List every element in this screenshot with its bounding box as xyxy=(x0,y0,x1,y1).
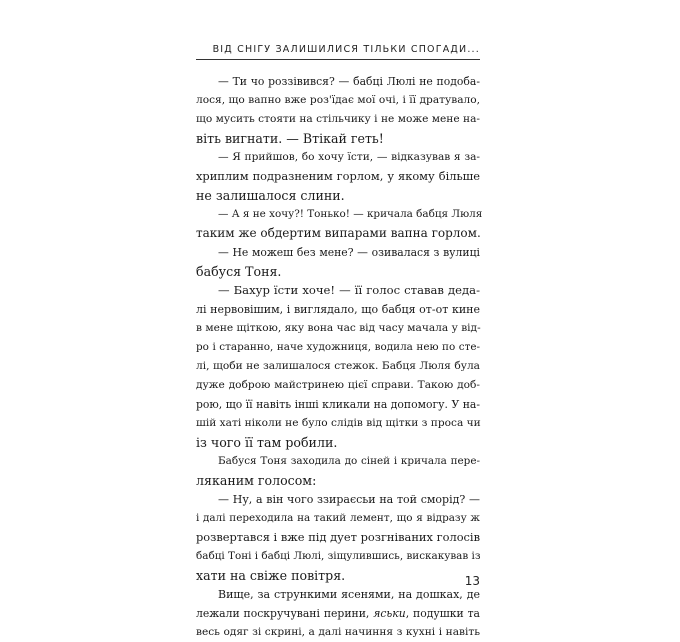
text-line: ро і старанно, наче художниця, водила нею по сте- xyxy=(196,341,480,353)
text-line: весь одяг зі скрині, а далі начиння з кухні і навіть xyxy=(196,626,480,638)
text-line: лі нервовішим, і виглядало, що бабця от-от кине xyxy=(196,303,480,316)
italic-word: яськи xyxy=(373,607,406,620)
text-line: — Не можеш без мене? — озивалася з вулиці xyxy=(218,246,480,259)
text-line: хриплим подразненим горлом, у якому більше xyxy=(196,169,480,183)
text-line: лі, щоби не залишалося стежок. Бабця Люля була xyxy=(196,360,480,372)
running-head: ВІД СНІГУ ЗАЛИШИЛИСЯ ТІЛЬКИ СПОГАДИ... xyxy=(212,44,480,55)
text-line: в мене щіткою, яку вона час від часу мачала у від- xyxy=(196,322,481,334)
text-line: шій хаті ніколи не було слідів від щітки з проса чи xyxy=(196,417,481,429)
text-line: Бабуся Тоня заходила до сіней і кричала пере- xyxy=(218,455,480,467)
text-line: бабуся Тоня. xyxy=(196,264,282,279)
text-line: рою, що її навіть інші кликали на допомогу. У на- xyxy=(196,398,480,411)
text-line: і далі переходила на такий лемент, що я відразу ж xyxy=(196,512,480,524)
text-line: ляканим голосом: xyxy=(196,473,317,488)
text-line: лежали поскручувані перини, яськи, подушки та xyxy=(196,607,480,620)
text-line: дуже доброю майстринею цієї справи. Такою доб- xyxy=(196,379,480,391)
text-line: — Я прийшов, бо хочу їсти, — відказував я за- xyxy=(218,151,480,163)
text-line: не залишалося слини. xyxy=(196,188,345,203)
text-line: хати на свіже повітря. xyxy=(196,568,346,583)
text-line: — Ти чо роззівився? — бабці Люлі не подоба- xyxy=(218,75,480,88)
text-line: — Бахур їсти хоче! — її голос ставав деда- xyxy=(218,283,480,297)
text-line: із чого її там робили. xyxy=(196,435,338,450)
text-line: віть вигнати. — Втікай геть! xyxy=(196,131,384,146)
text-line: Вище, за стрункими ясенями, на дошках, де xyxy=(218,588,480,601)
body-text xyxy=(196,72,483,642)
text-line: бабці Тоні і бабці Люлі, зіщулившись, вискакував із xyxy=(196,550,481,562)
text-line: що мусить стояти на стільчику і не може мене на- xyxy=(196,113,480,125)
text-line: таким же обдертим випарами вапна горлом. xyxy=(196,226,481,240)
text-line: розвертався і вже під дует розгніваних голосів xyxy=(196,530,480,544)
text-line: — А я не хочу?! Тонько! — кричала бабця Люля xyxy=(218,208,483,220)
text-line: — Ну, а він чого ззираєсьи на той сморід? — xyxy=(218,493,480,506)
text-line: лося, що вапно вже роз'їдає мої очі, і її дратувало, xyxy=(196,94,480,106)
page-number: 13 xyxy=(464,574,480,588)
header-rule xyxy=(196,59,480,60)
